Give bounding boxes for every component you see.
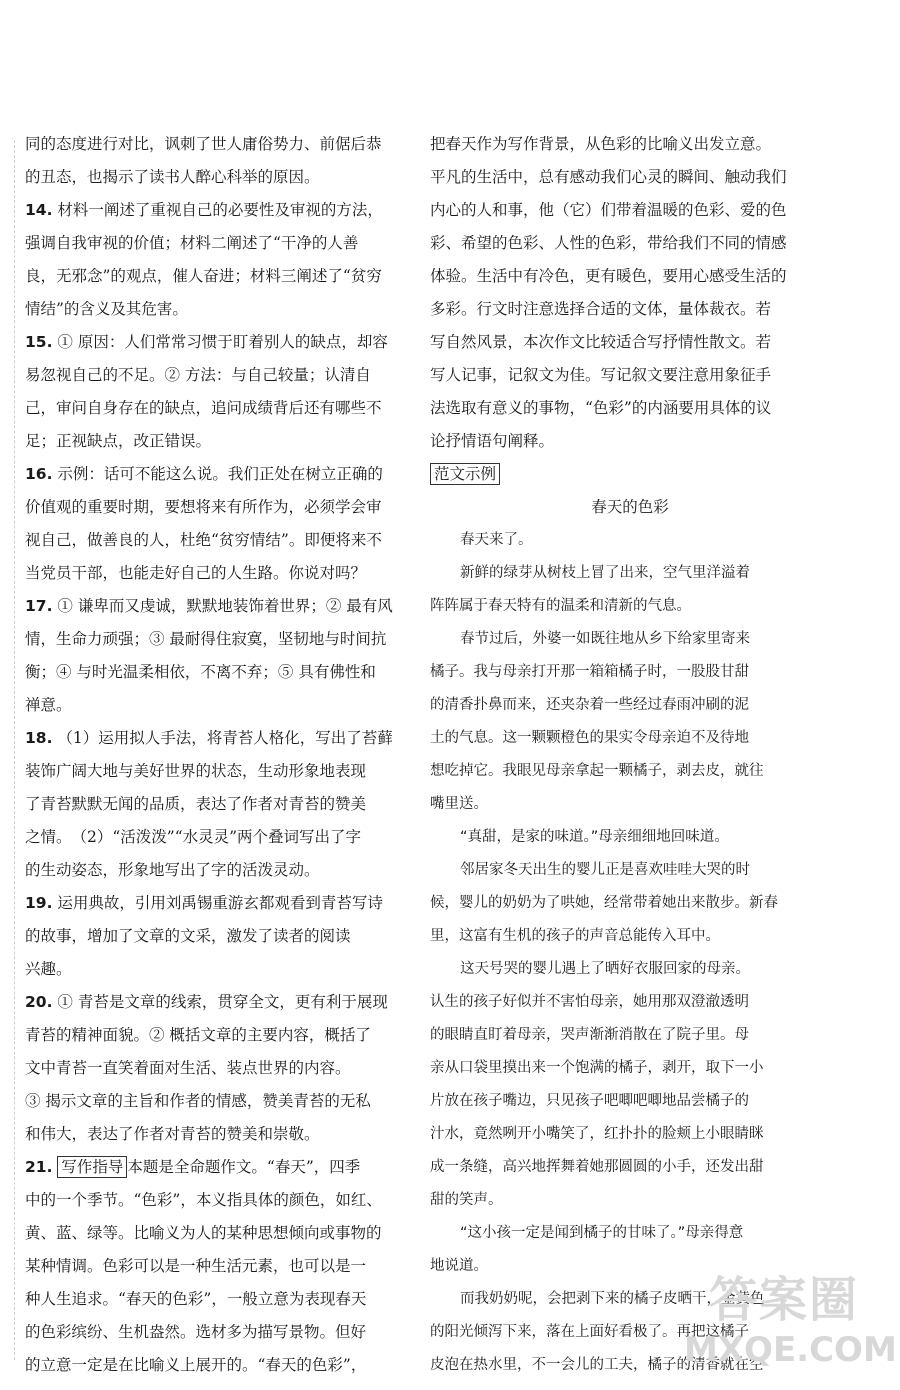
- answer-text: 强调自我审视的价值；材料二阐述了“干净的人善: [25, 234, 359, 252]
- answer-line: [25, 1085, 413, 1118]
- answer-text: 运用典故，引用刘禹锡重游玄都观看到青苔写诗: [52, 894, 383, 912]
- essay-line: 片放在孩子嘴边，只见孩子吧唧吧唧地品尝橘子的: [430, 1093, 749, 1109]
- answer-line: [25, 194, 413, 227]
- guide-line: 彩、希望的色彩、人性的色彩，带给我们不同的情感: [430, 234, 787, 252]
- answer-text: 易忽视自己的不足。② 方法：与自己较量；认清自: [25, 366, 371, 384]
- guide-line: 把春天作为写作背景，从色彩的比喻义出发立意。: [430, 135, 772, 153]
- answer-line: [25, 887, 413, 920]
- question-number: 15.: [25, 333, 53, 351]
- essay-line: 地说道。: [430, 1258, 488, 1274]
- answer-text: 己，审问自身存在的缺点，追问成绩背后还有哪些不: [25, 399, 382, 417]
- answer-line: [25, 1250, 413, 1283]
- answer-text: ① 原因：人们常常习惯于盯着别人的缺点，却容: [52, 333, 388, 351]
- answer-line: [25, 1349, 413, 1382]
- answer-text: 了青苔默默无闻的品质，表达了作者对青苔的赞美: [25, 795, 367, 813]
- right-column: [430, 128, 830, 1382]
- answer-line: [25, 128, 413, 161]
- essay-title: 春天的色彩: [591, 498, 669, 516]
- answer-line: [25, 623, 413, 656]
- essay-line: 皮泡在热水里，不一会儿的工夫，橘子的清香就在空: [430, 1357, 764, 1373]
- answer-text: 良，无邪念”的观点，催人奋进；材料三阐述了“贫穷: [25, 267, 382, 285]
- essay-line: 候，婴儿的奶奶为了哄她，经常带着她出来散步。新春: [430, 895, 778, 911]
- answer-text: ① 谦卑而又虔诚，默默地装饰着世界；② 最有风: [52, 597, 393, 615]
- guide-line: 写人记事，记叙文为佳。写记叙文要注意用象征手: [430, 366, 772, 384]
- answer-text: 中的一个季节。“色彩”，本义指具体的颜色，如红、: [25, 1191, 382, 1209]
- answer-text: 足；正视缺点，改正错误。: [25, 432, 212, 450]
- answer-text: 禅意。: [25, 696, 72, 714]
- essay-line: 的眼睛直盯着母亲，哭声渐渐消散在了院子里。母: [430, 1027, 749, 1043]
- answer-line: [25, 986, 413, 1019]
- sample-essay-label: 范文示例: [430, 463, 500, 485]
- answer-text: 的生动姿态，形象地写出了字的活泼灵动。: [25, 861, 320, 879]
- answer-line: [25, 953, 413, 986]
- answer-text: ③ 揭示文章的主旨和作者的情感，赞美青苔的无私: [25, 1092, 371, 1110]
- guide-line: 论抒情语句阐释。: [430, 432, 555, 450]
- essay-line: 里，这富有生机的孩子的声音总能传入耳中。: [430, 928, 720, 944]
- guide-line: 多彩。行文时注意选择合适的文体，量体裁衣。若: [430, 300, 772, 318]
- answer-line: [25, 1283, 413, 1316]
- answer-line: [25, 557, 413, 590]
- essay-line: 土的气息。这一颗颗橙色的果实令母亲迫不及待地: [430, 730, 749, 746]
- answer-line: [25, 656, 413, 689]
- answer-text: 当党员干部，也能走好自己的人生路。你说对吗？: [25, 564, 367, 582]
- essay-line: 春天来了。: [460, 532, 533, 548]
- essay-line: 这天号哭的婴儿遇上了晒好衣服回家的母亲。: [460, 961, 750, 977]
- essay-line: 甜的笑声。: [430, 1192, 503, 1208]
- answer-text: 种人生追求。“春天的色彩”，一般立意为表现春天: [25, 1290, 367, 1308]
- guide-line: 体验。生活中有冷色，更有暖色，要用心感受生活的: [430, 267, 787, 285]
- question-number: 16.: [25, 465, 53, 483]
- answer-line: [25, 1118, 413, 1151]
- answer-line: [25, 755, 413, 788]
- answer-line: [25, 425, 413, 458]
- guide-line: 法选取有意义的事物，“色彩”的内涵要用具体的议: [430, 399, 772, 417]
- essay-line: 而我奶奶呢，会把剥下来的橘子皮晒干，金黄色: [460, 1291, 765, 1307]
- essay-line: 的阳光倾泻下来，落在上面好看极了。再把这橘子: [430, 1324, 749, 1340]
- answer-line: [25, 359, 413, 392]
- essay-line: 认生的孩子好似并不害怕母亲，她用那双澄澈透明: [430, 994, 749, 1010]
- answer-text: 材料一阐述了重视自己的必要性及审视的方法，: [52, 201, 383, 219]
- answer-line: [25, 1019, 413, 1052]
- sample-essay-label-row: [430, 458, 830, 491]
- answer-text: 兴趣。: [25, 960, 72, 978]
- essay-line: “真甜，是家的味道。”母亲细细地回味道。: [460, 829, 729, 845]
- answer-line: [25, 227, 413, 260]
- answer-line: [25, 392, 413, 425]
- essay-line: 春节过后，外婆一如既往地从乡下给家里寄来: [460, 631, 750, 647]
- question-number: 14.: [25, 201, 53, 219]
- answer-line: [25, 590, 413, 623]
- answer-text: 视自己，做善良的人，杜绝“贫穷情结”。即便将来不: [25, 531, 382, 549]
- question-number: 20.: [25, 993, 53, 1011]
- answer-line: [25, 1217, 413, 1250]
- essay-line: 阵阵属于春天特有的温柔和清新的气息。: [430, 598, 691, 614]
- answer-text: 同的态度进行对比，讽刺了世人庸俗势力、前倨后恭: [25, 135, 382, 153]
- answer-line: [25, 458, 413, 491]
- essay-line: 新鲜的绿芽从树枝上冒了出来，空气里洋溢着: [460, 565, 750, 581]
- answer-line: [25, 854, 413, 887]
- answer-text: 情，生命力顽强；③ 最耐得住寂寞，坚韧地与时间抗: [25, 630, 387, 648]
- left-column: [25, 128, 413, 1382]
- essay-line: 的清香扑鼻而来，还夹杂着一些经过春雨冲刷的泥: [430, 697, 749, 713]
- answer-text: （1）运用拟人手法，将青苔人格化，写出了苔藓: [52, 729, 393, 747]
- question-number: 18.: [25, 729, 53, 747]
- answer-text: 的立意一定是在比喻义上展开的。“春天的色彩”，: [25, 1356, 367, 1374]
- answer-text: 示例：话可不能这么说。我们正处在树立正确的: [52, 465, 383, 483]
- answer-line: [25, 920, 413, 953]
- answer-text: 和伟大，表达了作者对青苔的赞美和崇敬。: [25, 1125, 320, 1143]
- answer-line: [25, 788, 413, 821]
- answer-text: 青苔的精神面貌。② 概括文章的主要内容，概括了: [25, 1026, 371, 1044]
- answer-text: ① 青苔是文章的线索，贯穿全文，更有利于展现: [52, 993, 388, 1011]
- answer-line: [25, 689, 413, 722]
- essay-line: 汁水，竟然咧开小嘴笑了，红扑扑的脸颊上小眼睛眯: [430, 1126, 764, 1142]
- answer-line: [25, 326, 413, 359]
- answer-text: 之情。 （2）“活泼泼”“水灵灵”两个叠词写出了字: [25, 828, 362, 846]
- answer-line: [25, 293, 413, 326]
- essay-line: 邻居家冬天出生的婴儿正是喜欢哇哇大哭的时: [460, 862, 750, 878]
- question-number: 19.: [25, 894, 53, 912]
- guide-line: 内心的人和事，他（它）们带着温暖的色彩、爱的色: [430, 201, 787, 219]
- guide-line: 平凡的生活中，总有感动我们心灵的瞬间、触动我们: [430, 168, 787, 186]
- margin-rule: [14, 140, 15, 1360]
- answer-text: 情结”的含义及其危害。: [25, 300, 188, 318]
- watermark-text-en: MXQE.COM: [684, 1330, 897, 1370]
- answer-text: 黄、蓝、绿等。比喻义为人的某种思想倾向或事物的: [25, 1224, 382, 1242]
- answer-text: 本题是全命题作文。“春天”，四季: [127, 1158, 361, 1176]
- answer-line: [25, 1151, 413, 1184]
- answer-line: [25, 491, 413, 524]
- watermark-text-cn: 答案圈: [708, 1272, 859, 1328]
- answer-line: [25, 722, 413, 755]
- essay-line: 橘子。我与母亲打开那一箱箱橘子时，一股股甘甜: [430, 664, 749, 680]
- essay-line: 成一条缝，高兴地挥舞着她那圆圆的小手，还发出甜: [430, 1159, 764, 1175]
- answer-line: [25, 260, 413, 293]
- writing-guide-tag: 写作指导: [57, 1156, 127, 1178]
- question-number: 17.: [25, 597, 53, 615]
- essay-line: 想吃掉它。我眼见母亲拿起一颗橘子，剥去皮，就往: [430, 763, 764, 779]
- essay-line: 嘴里送。: [430, 796, 488, 812]
- answer-line: [25, 1184, 413, 1217]
- answer-line: [25, 821, 413, 854]
- answer-text: 某种情调。色彩可以是一种生活元素，也可以是一: [25, 1257, 367, 1275]
- answer-line: [25, 1316, 413, 1349]
- answer-line: [25, 524, 413, 557]
- question-number: 21.: [25, 1158, 53, 1176]
- essay-line: “这小孩一定是闻到橘子的甘味了。”母亲得意: [460, 1225, 744, 1241]
- watermark-logo: [684, 1270, 897, 1380]
- answer-text: 价值观的重要时期，要想将来有所作为，必须学会审: [25, 498, 382, 516]
- answer-text: 衡；④ 与时光温柔相依，不离不弃；⑤ 具有佛性和: [25, 663, 376, 681]
- guide-line: 写自然风景，本次作文比较适合写抒情性散文。若: [430, 333, 772, 351]
- essay-line: 亲从口袋里摸出来一个饱满的橘子，剥开，取下一小: [430, 1060, 764, 1076]
- answer-line: [25, 161, 413, 194]
- answer-text: 的故事，增加了文章的文采，激发了读者的阅读: [25, 927, 351, 945]
- answer-text: 的色彩缤纷、生机盎然。选材多为描写景物。但好: [25, 1323, 367, 1341]
- answer-line: [25, 1052, 413, 1085]
- answer-text: 的丑态，也揭示了读书人醉心科举的原因。: [25, 168, 320, 186]
- answer-text: 文中青苔一直笑着面对生活、装点世界的内容。: [25, 1059, 351, 1077]
- answer-text: 装饰广阔大地与美好世界的状态，生动形象地表现: [25, 762, 367, 780]
